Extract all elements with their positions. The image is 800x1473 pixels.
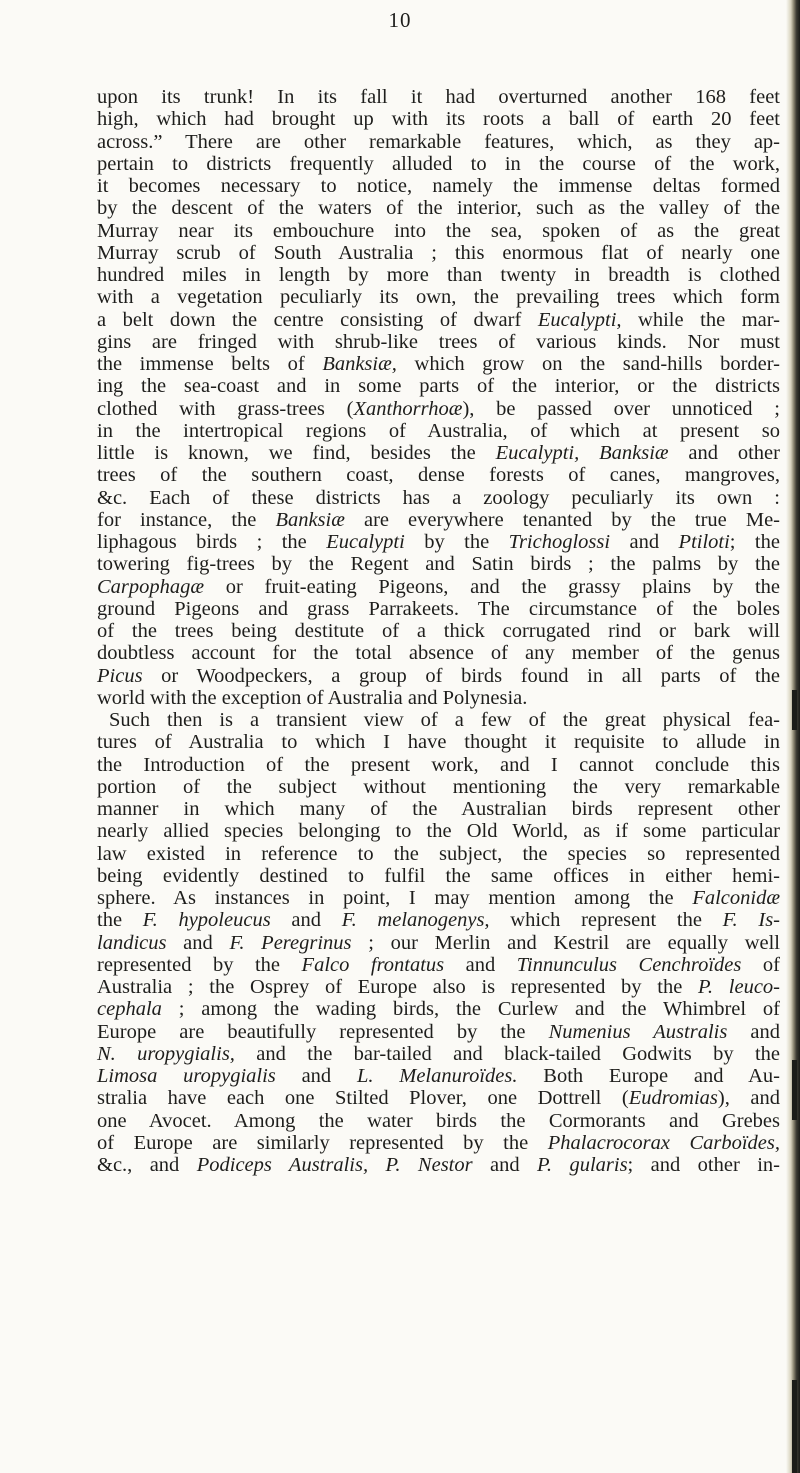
text-line xyxy=(97,598,780,620)
text-segment: or Woodpeckers, a group of birds found in all parts of the xyxy=(142,664,780,687)
text-line xyxy=(97,331,780,353)
text-segment: of xyxy=(741,953,780,976)
italic-term: P. gularis xyxy=(537,1154,628,1176)
text-segment: pertain to districts frequently alluded to in the course of the work, xyxy=(97,152,780,175)
text-segment: Australia ; the Osprey of Europe also is represented by the xyxy=(97,976,699,998)
text-line xyxy=(97,954,780,976)
text-line xyxy=(97,197,780,219)
text-line xyxy=(97,998,780,1020)
italic-term: Carpophagæ xyxy=(97,575,205,598)
text-segment: while the mar- xyxy=(621,308,780,331)
text-line xyxy=(97,442,780,464)
italic-term: L. Melanuroïdes. xyxy=(356,1065,518,1087)
italic-term: P. leuco- xyxy=(698,976,780,998)
text-segment: for instance, the xyxy=(97,508,276,531)
text-line xyxy=(97,1065,780,1087)
text-segment: of the trees being destitute of a thick corrugated rind or bark will xyxy=(97,620,780,642)
text-segment: and xyxy=(610,531,679,553)
italic-term: Xanthorrhoæ xyxy=(353,397,463,420)
text-segment: and xyxy=(727,1020,781,1043)
italic-term: landicus xyxy=(97,931,167,954)
text-line xyxy=(97,642,780,664)
text-line xyxy=(97,798,780,820)
text-line xyxy=(97,865,780,887)
text-segment: Europe are beautifully represented by the xyxy=(97,1020,549,1043)
italic-term: F. melanogenys, xyxy=(341,909,490,932)
text-segment: nearly allied species belonging to the Old World, as if some particular xyxy=(97,820,780,843)
text-segment: ; our Merlin and Kestril are equally well xyxy=(351,931,780,954)
text-line xyxy=(97,932,780,954)
italic-term: Picus xyxy=(97,664,143,687)
text-segment: with a vegetation peculiarly its own, the prevailing trees which form xyxy=(97,286,780,309)
italic-term: Eucalypti, xyxy=(537,308,622,331)
text-line xyxy=(97,1021,780,1043)
text-line xyxy=(97,1043,780,1065)
text-segment: a belt down the centre consisting of dwarf xyxy=(97,308,538,331)
text-line xyxy=(97,153,780,175)
text-segment: by the xyxy=(404,531,509,553)
text-segment: &c., and xyxy=(97,1154,197,1176)
text-line xyxy=(97,576,780,598)
body-text xyxy=(97,86,780,1176)
text-line xyxy=(97,531,780,553)
text-segment: Murray scrub of South Australia ; this enormous flat of nearly one xyxy=(97,241,780,264)
text-segment: and xyxy=(270,909,342,932)
text-segment: Murray near its embouchure into the sea, spoken of as the great xyxy=(97,219,780,242)
text-line xyxy=(97,620,780,642)
text-line xyxy=(97,1087,780,1109)
text-segment: one Avocet. Among the water birds the Cormorants and Grebes xyxy=(97,1109,780,1132)
italic-term: Podiceps Australis, P. Nestor xyxy=(196,1154,473,1176)
text-line xyxy=(97,420,780,442)
text-segment: stralia have each one Stilted Plover, one Dottrell ( xyxy=(97,1087,629,1110)
text-line xyxy=(97,1110,780,1132)
text-segment: or fruit-eating Pigeons, and the grassy plains by the xyxy=(204,575,780,598)
text-segment: and xyxy=(444,953,517,976)
text-segment: Such then is a transient view of a few of the great physical fea- xyxy=(109,709,780,731)
text-line xyxy=(97,264,780,286)
text-segment: the immense belts of xyxy=(97,353,323,375)
text-segment: in the intertropical regions of Australia, of which at present so xyxy=(97,419,780,442)
text-segment: ; among the wading birds, the Curlew and the Whimbrel of xyxy=(161,998,780,1021)
text-segment: of Europe are similarly represented by the xyxy=(97,1131,548,1154)
text-segment: represented by the xyxy=(97,953,302,976)
italic-term: cephala xyxy=(97,998,162,1021)
text-line xyxy=(97,976,780,998)
text-line xyxy=(97,86,780,108)
text-line xyxy=(97,665,780,687)
text-segment: and the bar-tailed and black-tailed Godwits by the xyxy=(234,1042,780,1065)
text-line xyxy=(97,398,780,420)
text-segment: high, which had brought up with its roots a ball of earth 20 feet xyxy=(97,108,780,131)
text-segment: ), and xyxy=(717,1087,780,1110)
text-segment: are everywhere tenanted by the true Me- xyxy=(344,508,780,531)
italic-term: Eudromias xyxy=(628,1087,718,1110)
text-segment: and other xyxy=(668,442,780,464)
text-segment: ground Pigeons and grass Parrakeets. The circumstance of the boles xyxy=(97,597,780,620)
text-line xyxy=(97,820,780,842)
text-line xyxy=(97,687,780,709)
text-segment: doubtless account for the total absence of any member of the genus xyxy=(97,642,780,665)
text-line xyxy=(97,108,780,130)
text-line xyxy=(97,309,780,331)
text-segment: which represent the xyxy=(489,909,723,932)
text-line xyxy=(97,1154,780,1176)
text-segment: ; and other in- xyxy=(627,1154,780,1176)
text-segment: tures of Australia to which I have thought it requisite to allude in xyxy=(97,731,780,754)
text-line xyxy=(97,242,780,264)
book-gutter-shadow xyxy=(786,0,800,1473)
text-segment: towering fig-trees by the Regent and Satin birds ; the palms by the xyxy=(97,553,780,576)
text-line xyxy=(97,353,780,375)
text-line xyxy=(97,709,780,731)
italic-term: Falconidæ xyxy=(692,887,780,909)
text-segment: across.” There are other remarkable features, which, as they ap- xyxy=(97,130,780,153)
text-segment: by the descent of the waters of the interior, such as the valley of the xyxy=(97,197,780,220)
text-segment: law existed in reference to the subject, the species so represented xyxy=(97,842,780,865)
text-line xyxy=(97,843,780,865)
text-segment: manner in which many of the Australian birds represent other xyxy=(97,798,780,820)
italic-term: F. Is- xyxy=(722,909,780,932)
text-segment: being evidently destined to fulfil the same offices in either hemi- xyxy=(97,864,780,887)
text-line xyxy=(97,509,780,531)
text-segment: world with the exception of Australia and Polynesia. xyxy=(97,686,528,709)
text-segment: Both Europe and Au- xyxy=(517,1065,781,1087)
text-segment: and xyxy=(275,1065,357,1087)
text-segment: trees of the southern coast, dense forests of canes, mangroves, xyxy=(97,464,780,487)
italic-term: Banksiæ, xyxy=(322,353,397,375)
text-line xyxy=(97,754,780,776)
italic-term: Eucalypti xyxy=(326,531,405,553)
text-line xyxy=(97,220,780,242)
text-segment: it becomes necessary to notice, namely the immense deltas formed xyxy=(97,175,780,197)
text-line xyxy=(97,175,780,197)
text-segment: ; the xyxy=(729,531,780,553)
italic-term: Trichoglossi xyxy=(508,531,611,553)
page-number: 10 xyxy=(388,8,412,32)
italic-term: Phalacrocorax Carboïdes, xyxy=(547,1131,780,1154)
text-segment: little is known, we find, besides the xyxy=(97,442,496,464)
text-segment: the Introduction of the present work, and I cannot conclude this xyxy=(97,753,780,776)
text-segment: sphere. As instances in point, I may mention among the xyxy=(97,887,693,909)
text-segment: and xyxy=(166,931,230,954)
gutter-edge-mark xyxy=(792,1380,797,1473)
italic-term: F. hypoleucus xyxy=(142,909,271,932)
text-segment: and xyxy=(472,1154,538,1176)
text-segment: ), be passed over unnoticed ; xyxy=(462,397,780,420)
text-segment: clothed with grass-trees ( xyxy=(97,397,354,420)
text-segment: ing the sea-coast and in some parts of the interior, or the districts xyxy=(97,375,780,398)
text-line xyxy=(97,731,780,753)
text-line xyxy=(97,887,780,909)
italic-term: Falco frontatus xyxy=(301,953,445,976)
italic-term: Numenius Australis xyxy=(548,1020,728,1043)
italic-term: Limosa uropygialis xyxy=(97,1065,276,1087)
text-segment: liphagous birds ; the xyxy=(97,531,327,553)
text-line xyxy=(97,286,780,308)
text-segment: hundred miles in length by more than twenty in breadth is clothed xyxy=(97,264,780,286)
text-segment: upon its trunk! In its fall it had overturned another 168 feet xyxy=(97,86,780,108)
italic-term: Banksiæ xyxy=(275,508,345,531)
text-line xyxy=(97,553,780,575)
italic-term: F. Peregrinus xyxy=(229,931,352,954)
text-segment: the xyxy=(97,909,143,932)
gutter-edge-mark xyxy=(792,690,797,730)
text-line xyxy=(97,131,780,153)
italic-term: Ptiloti xyxy=(678,531,730,553)
italic-term: Eucalypti, Banksiæ xyxy=(495,442,669,464)
italic-term: N. uropygialis, xyxy=(97,1042,235,1065)
text-line xyxy=(97,487,780,509)
text-line xyxy=(97,1132,780,1154)
italic-term: Tinnunculus Cenchroïdes xyxy=(516,953,742,976)
text-segment: &c. Each of these districts has a zoology peculiarly its own : xyxy=(97,486,780,509)
text-line xyxy=(97,375,780,397)
text-line xyxy=(97,464,780,486)
text-line xyxy=(97,909,780,931)
text-segment: which grow on the sand-hills border- xyxy=(396,353,780,375)
gutter-edge-mark xyxy=(792,1060,797,1120)
text-line xyxy=(97,776,780,798)
text-segment: gins are fringed with shrub-like trees of various kinds. Nor must xyxy=(97,330,780,353)
text-segment: portion of the subject without mentioning the very remarkable xyxy=(97,775,780,798)
